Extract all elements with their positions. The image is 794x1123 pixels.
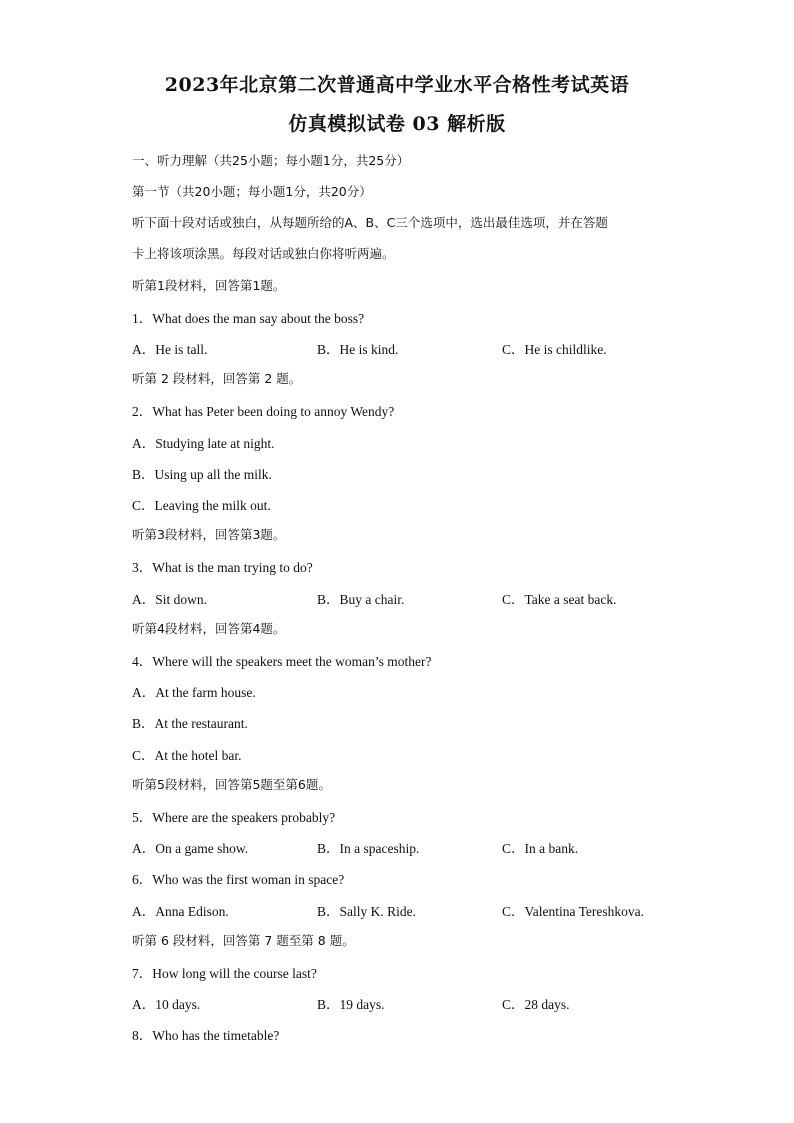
- material-label-6: 听第 6 段材料，回答第 7 题至第 8 题。: [132, 933, 355, 948]
- q3-option-b: B．Buy a chair.: [317, 592, 405, 607]
- q5-option-b: B．In a spaceship.: [317, 841, 420, 856]
- q7-option-b: B．19 days.: [317, 997, 385, 1012]
- document-subtitle: 仿真模拟试卷 03 解析版: [288, 113, 506, 135]
- question-2: 2．What has Peter been doing to annoy Wendy?: [132, 404, 395, 419]
- q3-option-a: A．Sit down.: [132, 592, 208, 607]
- question-8: 8．Who has the timetable?: [132, 1028, 280, 1043]
- instructions-line-2: 卡上将该项涂黑。每段对话或独白你将听两遍。: [132, 246, 395, 261]
- question-3: 3．What is the man trying to do?: [132, 560, 313, 575]
- q6-option-a: A．Anna Edison.: [132, 904, 229, 919]
- section-heading: 一、听力理解（共25小题；每小题1分，共25分）: [132, 153, 410, 168]
- question-7: 7．How long will the course last?: [132, 966, 317, 981]
- question-4: 4．Where will the speakers meet the woman’s mother?: [132, 654, 432, 669]
- question-5: 5．Where are the speakers probably?: [132, 810, 336, 825]
- q7-option-c: C．28 days.: [502, 997, 570, 1012]
- q3-option-c: C．Take a seat back.: [502, 592, 617, 607]
- question-6: 6．Who was the first woman in space?: [132, 872, 345, 887]
- q6-option-c: C．Valentina Tereshkova.: [502, 904, 645, 919]
- q4-option-a: A．At the farm house.: [132, 685, 256, 700]
- document-title: 2023年北京第二次普通高中学业水平合格性考试英语: [164, 74, 630, 96]
- material-label-2: 听第 2 段材料，回答第 2 题。: [132, 371, 302, 386]
- q4-option-c: C．At the hotel bar.: [132, 748, 242, 763]
- q2-option-b: B．Using up all the milk.: [132, 467, 272, 482]
- q5-option-c: C．In a bank.: [502, 841, 579, 856]
- instructions-line-1: 听下面十段对话或独白，从每题所给的A、B、C三个选项中，选出最佳选项，并在答题: [132, 215, 608, 230]
- material-label-3: 听第3段材料，回答第3题。: [132, 527, 286, 542]
- material-label-5: 听第5段材料，回答第5题至第6题。: [132, 777, 331, 792]
- q2-option-a: A．Studying late at night.: [132, 436, 275, 451]
- q1-option-b: B．He is kind.: [317, 342, 399, 357]
- material-label-4: 听第4段材料，回答第4题。: [132, 621, 286, 636]
- q2-option-c: C．Leaving the milk out.: [132, 498, 271, 513]
- q1-option-c: C．He is childlike.: [502, 342, 607, 357]
- part-heading: 第一节（共20小题；每小题1分，共20分）: [132, 184, 372, 199]
- q6-option-b: B．Sally K. Ride.: [317, 904, 417, 919]
- question-1: 1．What does the man say about the boss?: [132, 311, 365, 326]
- q1-option-a: A．He is tall.: [132, 342, 208, 357]
- q7-option-a: A．10 days.: [132, 997, 201, 1012]
- material-label-1: 听第1段材料，回答第1题。: [132, 278, 286, 293]
- q4-option-b: B．At the restaurant.: [132, 716, 248, 731]
- q5-option-a: A．On a game show.: [132, 841, 249, 856]
